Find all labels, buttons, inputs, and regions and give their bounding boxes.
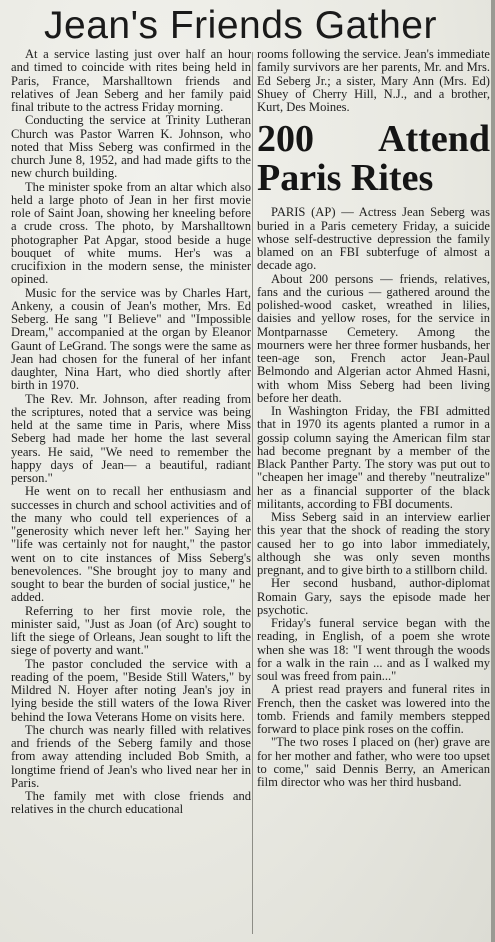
paragraph: Music for the service was by Charles Hart, Ankeny, a cousin of Jean's mother, Mrs. Ed Seberg. He sang "I Believe" and "Impossible Dream," accompanied at the organ by Eleanor Gaunt of LeGrand. The songs were the same as Jean had chosen for the funeral of her infant daughter, Nina Hart, who died shortly after birth in 1970. [11,285,251,393]
paragraph: He went on to recall her enthusiasm and successes in church and school activities and of the many who could tell experiences of a "generosity which never left her." Saying her "life was certainly not for naught," the pastor went on to cite instances of Miss Seberg's benevolences. "She brought joy to many and sought to bear the burden of social justice," he added. [11,484,251,605]
paragraph: Conducting the service at Trinity Lutheran Church was Pastor Warren K. Johnson, who noted that Miss Seberg was confirmed in the church June 8, 1952, and had made gifts to the new church building. [11,113,251,181]
paragraph: Friday's funeral service began with the reading, in English, of a poem she wrote when she was 18: "I went through the woods for a walk in the rain ... and as I walked my soul was freed from pain..." [257,616,490,683]
headline: Jean's Friends Gather [44,4,437,47]
paragraph: Her second husband, author-diplomat Romain Gary, says the episode made her psychotic. [257,576,490,617]
paragraph: A priest read prayers and funeral rites in French, then the casket was lowered into the tomb. Friends and family members stepped forward to place pink roses on the coffin. [257,682,490,736]
paragraph: The family met with close friends and relatives in the church educational [11,789,251,817]
paragraph: The pastor concluded the service with a reading of the poem, "Beside Still Waters," by Mildred N. Hoyer after noting Jean's joy in lying beside the still waters of the Iowa River behind the Iowa Veterans Home on visits here. [11,656,251,724]
paragraph: Referring to her first movie role, the minister said, "Just as Joan (of Arc) sought to lift the siege of Orleans, Jean sought to lift the siege of poverty and want." [11,603,251,658]
paragraph: The minister spoke from an altar which also held a large photo of Jean in her first movie role of Saint Joan, showing her kneeling before a crude cross. The photo, by Marshalltown photographer Pat Apgar, stood beside a huge bouquet of white mums. Her's was a crucifixion in the modern sense, the minister opined. [11,179,251,287]
page-edge [491,0,495,942]
column-rule [252,52,253,934]
continuation-paragraph: rooms following the service. Jean's immediate family survivors are her parents, Mr. and Mrs. Ed Seberg Jr.; a sister, Mary Ann (Mrs. Ed) Shuey of Cherry Hill, N.J., and a brother, Kurt, Des Moines. [257,47,490,114]
paragraph: PARIS (AP) — Actress Jean Seberg was buried in a Paris cemetery Friday, a suicide whose self-destructive depression the family blamed on an FBI subterfuge of almost a decade ago. [257,205,490,273]
paragraph: Miss Seberg said in an interview earlier this year that the shock of reading the story caused her to go into labor immediately, although she was only seven months pregnant, and to give birth to a stillborn child. [257,510,490,577]
paragraph: "The two roses I placed on (her) grave are for her mother and father, who were too upset to come," said Dennis Berry, an American film director who was her third husband. [257,735,490,789]
paragraph: About 200 persons — friends, relatives, fans and the curious — gathered around the polished-wood casket, wreathed in lilies, daisies and yellow roses, for the service in Montparnasse Cemetery. Among the mourners were her three former husbands, her teen-age son, French actor Jean-Paul Belmondo and Algerian actor Ahmed Hasni, with whom Miss Seberg had been living before her death. [257,271,490,405]
paragraph: The Rev. Mr. Johnson, after reading from the scriptures, noted that a service was being held at the same time in Paris, where Miss Seberg had made her home the last several years. He said, "We need to remember the happy days of Jean— a beautiful, radiant person." [11,391,251,485]
paragraph: At a service lasting just over half an hour and timed to coincide with rites being held in Paris, France, Marshalltown friends and relatives of Jean Seberg and her family paid final tribute to the actress Friday morning. [11,47,251,114]
right-column [257,48,490,789]
paragraph: In Washington Friday, the FBI admitted that in 1970 its agents planted a rumor in a gossip column saying the American film star had become pregnant by a member of the Black Panther Party. The story was put out to "cheapen her image" and thereby "neutralize" her as a financial supporter of the black militants, according to FBI documents. [257,404,490,511]
left-column [11,48,251,817]
paragraph: The church was nearly filled with relatives and friends of the Seberg family and those from away attending included Bob Smith, a longtime friend of Jean's who lived near her in Paris. [11,722,251,790]
subheadline: 200 Attend Paris Rites [257,118,490,200]
